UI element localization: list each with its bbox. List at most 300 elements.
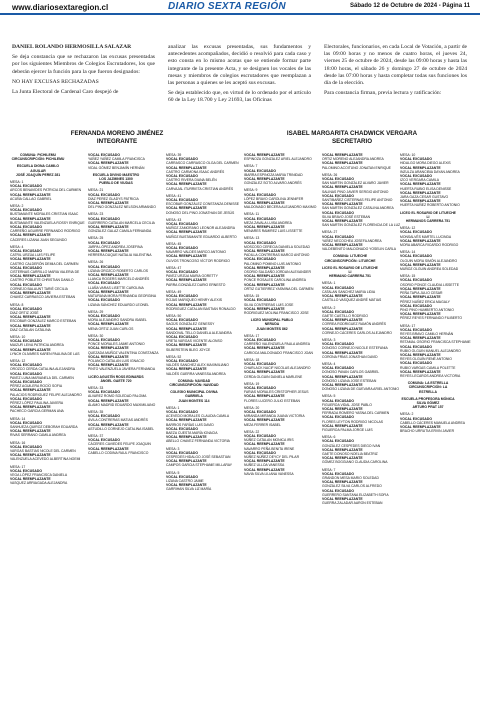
vocal-role: VOCAL EXCUSADO	[400, 254, 432, 259]
vocal-role: VOCAL EXCUSADO	[166, 474, 198, 479]
listing-line: PAVEZ URZÚA MARIA GORETTY	[166, 274, 218, 279]
vocal-role: VOCAL EXCUSADO	[322, 366, 354, 371]
vocal-role: VOCAL REEMPLAZANTE	[166, 459, 207, 464]
vocal-role: VOCAL REEMPLAZANTE	[244, 442, 285, 447]
listing-line: OLIVOS TRONCOSO VÍCTOR RODRIGO	[166, 258, 230, 263]
listing-line: MESA: 8	[10, 302, 24, 307]
listing-line: MORA ABARCA RICARDO RODRIGO	[400, 243, 459, 248]
vocal-role: VOCAL EXCUSADO	[322, 177, 354, 182]
listing-line: LIZANA SÁNCHEZ EDUARDO LEONEL	[88, 302, 150, 307]
vocal-role: VOCAL REEMPLAZANTE	[166, 230, 207, 235]
vocal-role: VOCAL EXCUSADO	[400, 361, 432, 366]
listing-line: MESA: 17	[244, 333, 260, 338]
listing-line: FERRADA ROMERO YASNA DEL CARMEN	[322, 411, 390, 416]
vocal-role: VOCAL EXCUSADO	[322, 471, 354, 476]
listing-line: ESPINOZA GONZÁLEZ ARIEL ALEJANDRO	[244, 157, 312, 162]
signatures	[12, 130, 468, 148]
listing-line: ORTIZ GUTIERREZ YASMINA DEL CARMEN	[244, 286, 314, 291]
listing-line: MOSCOSO CERECIA DANIELA SOLEDAD	[244, 244, 310, 249]
listing-line: INZULZA ARANCIBIA DAYAN ANDREA	[400, 169, 460, 174]
listing-line: MESA: 49	[166, 289, 182, 294]
vocal-role: VOCAL REEMPLAZANTE	[244, 418, 285, 423]
listing-line: OSORIO SALDAÑO JORDAN ALEXANDER	[244, 270, 311, 275]
listing-line: PEÑA TAPIA JULIO CESAR	[400, 291, 443, 296]
listing-column	[10, 153, 85, 708]
section-heading: HERMANOS CARRERA 751	[405, 219, 451, 224]
listing-line: PÉREZ REYES FERNANDO FILIBERTO	[400, 316, 463, 321]
listing-line: LIZANA OROZCO ROBERTO CARLOS	[88, 268, 148, 273]
vocal-role: VOCAL REEMPLAZANTE	[400, 312, 441, 317]
listing-line: VIDAL GÓMEZ BENJAMÍN HERNÁN	[88, 165, 145, 170]
listing-line: PINO PINO HUMBERTO ANTONIO	[400, 307, 454, 312]
vocal-role: VOCAL REEMPLAZANTE	[10, 405, 51, 410]
vocal-role: VOCAL EXCUSADO	[400, 278, 432, 283]
listing-line: CARREÑO VALENZUELA PAULA ANDREA	[244, 342, 311, 347]
listing-line: PALOMINO POMINO LUIS ANTONIO	[244, 261, 301, 266]
section-heading: JOSÉ JOAQUÍN PEREZ 281	[15, 172, 61, 177]
listing-line: LÓPEZ BRAVO CAROLINA JENNIFER	[244, 196, 304, 201]
listing-line: CERDA OLGUIN DANIELA MARLENE	[244, 374, 303, 379]
vocal-role: VOCAL EXCUSADO	[166, 157, 198, 162]
vocal-role: VOCAL EXCUSADO	[10, 249, 42, 254]
vocal-role: VOCAL REEMPLAZANTE	[400, 190, 441, 195]
listing-line: POLANCO CATALAN LUIS IGNACIO	[88, 358, 145, 363]
vocal-role: VOCAL REEMPLAZANTE	[244, 177, 285, 182]
listing-line: GAETE DONOSO NOELIA BEATRIZ	[322, 452, 378, 456]
listing-line: ACEVEDO MORALES CLAUDIA CAMILA	[166, 414, 230, 419]
listing-line: CASTRO CARMONA ISAAC ANDRÉS	[166, 169, 225, 174]
listing-line: CABELLO CODINA RAUL FRANCISCO	[88, 450, 149, 455]
listing-line: PINTO VALENZUELA JAVIERA FERNANDA	[88, 367, 156, 372]
listing-line: OLGUIN MORA SIMÓN ALEJANDRO	[400, 258, 458, 263]
vocal-role: VOCAL EXCUSADO	[88, 298, 120, 303]
listing-line: SILVA BRAVO JOSÉ ESTEBAN	[322, 214, 371, 219]
vocal-role: VOCAL REEMPLAZANTE	[244, 282, 285, 287]
vocal-role: VOCAL REEMPLAZANTE	[10, 192, 51, 197]
listing-line: SAN MARTIN GONZÁLEZ CATALINA ANDREA	[322, 206, 394, 211]
section-heading: LICEO EL ROSARIO DE LITUECHE LI	[400, 210, 456, 219]
section-heading: ESCUELA PROFESORA MÓNICA SILVA GÓMEZ	[401, 396, 455, 405]
vocal-role: VOCAL REEMPLAZANTE	[244, 153, 285, 157]
listing-line: LYNCH OLIVARES KAREN PAULINA DE LAS	[10, 351, 80, 356]
vocal-role: VOCAL EXCUSADO	[166, 270, 198, 275]
vocal-role: VOCAL REEMPLAZANTE	[322, 374, 363, 379]
listing-line: SANTIBAÑEZ CISTERNAS FELIPE ANTONIO	[322, 198, 393, 203]
listing-line: SANHUEZA QUIROZ DEBORAH EDUARDA	[10, 424, 78, 429]
section-heading: COMUNA: PICHILEMU	[20, 153, 56, 157]
listing-line: CISTERNAS CARRILLO MARIA VALERIA DE	[10, 270, 80, 275]
vocal-role: VOCAL REEMPLAZANTE	[400, 182, 441, 187]
vocal-role: VOCAL REEMPLAZANTE	[88, 161, 129, 166]
vocal-role: VOCAL EXCUSADO	[10, 379, 42, 384]
listing-line: MESA: 25	[88, 236, 104, 241]
listing-line: CÁCERES CAVIEDES FELIPE JOAQUIN	[88, 442, 151, 447]
listing-column	[166, 153, 240, 708]
listing-line: MESA: 16	[10, 440, 26, 445]
listing-line: GARRIHAN SILVA LIZ MARÍA	[166, 487, 212, 492]
listing-line: REYES BRAVO CAMILO HERNÁN	[400, 331, 454, 336]
listing-line: NAVIA SILVA LILIANA VANESSA	[244, 471, 294, 476]
listing-line: CASTRO CALDERÓN DEMIA DEL CARMEN	[10, 261, 79, 266]
listing-line: BAEZA CUESTA MARÍA IGNACIA	[166, 430, 218, 435]
vocal-role: VOCAL EXCUSADO	[166, 409, 198, 414]
vocal-role: VOCAL REEMPLAZANTE	[400, 369, 441, 374]
section-heading: COMUNA: LITUECHE	[332, 254, 368, 259]
page-header	[0, 0, 480, 14]
listing-line: DONOSO DEL PINO JONATHAN DE JESÚS	[166, 210, 235, 215]
listing-line: QUEZADA MUÑOZ VALENTINA CONSTANZA	[88, 350, 159, 355]
listing-line: VALENZUELA ACEVEDO ALBERTINA NOEMI	[10, 457, 81, 462]
vocal-role: VOCAL REEMPLAZANTE	[322, 456, 363, 461]
vocal-role: VOCAL EXCUSADO	[244, 337, 276, 342]
vocal-role: VOCAL REEMPLAZANTE	[10, 233, 51, 238]
listing-line: CABELLO CÁCERES MANUELA ANDREA	[400, 420, 466, 425]
listing-line: DONOSO LIZANA JOSE ESTEBAN	[322, 378, 377, 383]
section-heading: ESCUELA DIGNA CAMILO AGUILAR	[16, 164, 60, 173]
vocal-role: VOCAL REEMPLAZANTE	[88, 225, 129, 230]
listing-line: PONCE MORALES JAIME ANTONIO	[88, 342, 145, 347]
listing-line: SAGÜS GONZÁLEZ GENESSY	[166, 322, 215, 327]
intro-paragraph: Se deja constancia que se rechazaron las excusas presentadas por los siguientes Miembros de Colegios Escrutadores, los que deberán ejercer la función para la que fueron designados:	[12, 54, 155, 75]
listing-line: RODRIGUEZ CATALAN BASTIAN RONALDO	[166, 306, 236, 311]
vocal-role: VOCAL EXCUSADO	[88, 438, 120, 443]
listing-line: MESA: 17	[10, 464, 26, 469]
vocal-role: VOCAL EXCUSADO	[88, 390, 120, 395]
listing-line: VASQUEZ ARRIAGADA ALEJANDRA	[10, 481, 68, 486]
intro-paragraph: La Junta Electoral de Cardenal Caro despejó de	[12, 89, 119, 96]
section-heading: ÁNGEL GAETE 720	[100, 378, 132, 383]
listing-line: PONCE ROSALES CAROLINA ANDREA	[244, 278, 306, 283]
listing-line: MESA: 15	[244, 294, 260, 299]
listing-line: PALOMINO ACOITUNO JONATAN ENRIQUE	[322, 165, 391, 170]
vocal-role: VOCAL REEMPLAZANTE	[244, 274, 285, 279]
intro-paragraph: Para constancia firman, previa lectura y ratificación:	[324, 90, 442, 97]
vocal-role: VOCAL EXCUSADO	[244, 450, 276, 455]
listing-line: MALDONADO BECERA ALEJANDRO MAXIMO	[244, 205, 317, 210]
section-heading: JUAN MONTES 114	[178, 398, 210, 403]
vocal-role: VOCAL REEMPLAZANTE	[166, 165, 207, 170]
vocal-role: VOCAL REEMPLAZANTE	[88, 398, 129, 403]
listing-line: DONOSO LIZANA DE GUEVARA ARIEL ANTONIO	[322, 387, 399, 392]
vocal-role: VOCAL REEMPLAZANTE	[244, 346, 285, 351]
vocal-role: VOCAL REEMPLAZANTE	[322, 219, 363, 224]
listing-line: MESA: 6	[322, 435, 336, 440]
vocal-role: VOCAL EXCUSADO	[322, 342, 354, 347]
listing-line: VALDÉS GUERRA VANESSA ANDREA	[166, 371, 226, 376]
listing-line: REYES OLGUÍN RENÉ ANTONIO	[400, 357, 452, 362]
vocal-role: VOCAL REEMPLAZANTE	[400, 336, 441, 341]
vocal-role: VOCAL REEMPLAZANTE	[166, 418, 207, 423]
vocal-role: VOCAL REEMPLAZANTE	[244, 201, 285, 206]
listing-line: MESA: 3	[166, 446, 180, 451]
listing-line: MESA: 50	[166, 313, 182, 318]
vocal-role: VOCAL EXCUSADO	[400, 416, 432, 421]
vocal-role: VOCAL EXCUSADO	[244, 240, 276, 245]
vocal-role: VOCAL REEMPLAZANTE	[400, 165, 441, 170]
listing-line: MESA: 5	[166, 470, 180, 475]
vocal-role: VOCAL REEMPLAZANTE	[10, 429, 51, 434]
vocal-role: VOCAL EXCUSADO	[88, 337, 120, 342]
vocal-role: VOCAL REEMPLAZANTE	[166, 483, 207, 488]
vocal-role: VOCAL REEMPLAZANTE	[244, 249, 285, 254]
listing-line: SANDOVAL TELLO DANIELA ALEJANDRA	[166, 330, 232, 335]
listing-line: GUERRERO CATALAN MARCELA CECILIA	[88, 220, 155, 225]
listing-line: RODRIGUEZ MOLINA FRANCISCO JOSE	[244, 310, 309, 315]
vocal-role: VOCAL EXCUSADO	[10, 208, 42, 213]
listing-line: MESA: 52	[166, 354, 182, 359]
listing-line: MESA: 2	[10, 204, 24, 209]
listing-line: MESA: 47	[166, 265, 182, 270]
section-heading: HERMANO CARRERA 751	[329, 274, 371, 279]
listing-line: SILBERSTEIN BLEG JOYCE	[166, 347, 211, 352]
vocal-role: VOCAL REEMPLAZANTE	[10, 315, 51, 320]
listing-line: CARREÑO AGUIRRE FERNANDO RODRIGO	[10, 229, 81, 234]
listing-line: MESA: 20	[244, 405, 260, 410]
listing-line: GUERRERO SANTANA ELIZABETH SOFIA	[322, 492, 389, 497]
vocal-role: VOCAL REEMPLAZANTE	[88, 249, 129, 254]
listing-line: NAVARRO VALDES MARCO ANTONIO	[166, 250, 227, 255]
vocal-role: VOCAL EXCUSADO	[244, 216, 276, 221]
listing-line: OSORIO PONCE CLAUDIA LISSETTE	[400, 282, 459, 287]
listing-line: MORA ALEJANDRO SANDRA ISABEL	[88, 318, 147, 323]
vocal-role: VOCAL EXCUSADO	[166, 246, 198, 251]
vocal-role: VOCAL EXCUSADO	[244, 409, 276, 414]
listing-line: MESA: 4	[10, 244, 24, 249]
listing-line: MUÑOZ OLGUIN ANDREA SOLEDAD	[400, 267, 459, 272]
listing-line: CORNEJO CÁCERES CARLOS ALEJANDRO	[322, 330, 392, 335]
vocal-role: VOCAL REEMPLAZANTE	[244, 459, 285, 464]
listing-line: IZCO VERGARA CAMILA	[400, 178, 440, 183]
vocal-role: VOCAL REEMPLAZANTE	[88, 422, 129, 427]
vocal-role: VOCAL EXCUSADO	[322, 210, 354, 215]
listing-line: CAMPOS GARCIA STEPHANIE MILLARAY	[166, 463, 233, 468]
listing-line: PAVEZ LUNA MARIANELA DEL CARMEN	[10, 375, 74, 380]
listing-line: CATALAN SANCHEZ MARIA LIDIA	[322, 289, 376, 294]
listing-line: ASTUDILLO CORNEJO CATALINA ISABEL	[88, 426, 155, 431]
listing-line: MESA: 12	[400, 226, 416, 231]
listing-line: GUERRA ZALADAR AARON ESTEBAN	[322, 501, 383, 506]
vocal-role: VOCAL REEMPLAZANTE	[166, 367, 207, 372]
listing-line: CASTRO POBLETE CHRISTIAN DANILO	[10, 278, 74, 283]
vocal-role: VOCAL REEMPLAZANTE	[88, 446, 129, 451]
listing-line: CATRIL URZÚA LUIS FELIPE	[10, 253, 56, 258]
listing-line: PÉREZ AGUILERA ROCÍO SOFIA	[10, 384, 63, 389]
listing-line: ESCOBAR GONZÁLEZ MARCO ESTEBAN	[10, 319, 77, 324]
vocal-role: VOCAL EXCUSADO	[88, 192, 120, 197]
vocal-role: VOCAL EXCUSADO	[400, 157, 432, 162]
vocal-role: VOCAL EXCUSADO	[322, 488, 354, 493]
intro-paragraph: Se deja establecido que, en virtud de lo ordenado por el artículo 60 de la Ley 18.700 y Ley 21693, las Oficinas	[168, 90, 311, 104]
vocal-role: VOCAL REEMPLAZANTE	[322, 202, 363, 207]
vocal-role: VOCAL REEMPLAZANTE	[244, 394, 285, 399]
listing-line: YAÑEZ NECOCHEA JOSEFA ANDREA	[322, 238, 382, 243]
vocal-role: VOCAL EXCUSADO	[10, 371, 42, 376]
vocal-role: VOCAL REEMPLAZANTE	[88, 363, 129, 368]
listing-line: MAIZUR LEIVA PATRICIA ANDREA	[10, 343, 64, 348]
vocal-role: VOCAL EXCUSADO	[244, 385, 276, 390]
vocal-role: VOCAL EXCUSADO	[166, 450, 198, 455]
vocal-role: VOCAL EXCUSADO	[166, 222, 198, 227]
signature-left	[42, 130, 192, 145]
vocal-role: VOCAL EXCUSADO	[166, 318, 198, 323]
listing-line: MESA: 14	[10, 416, 26, 421]
intro-paragraph: analizar las excusas presentadas, sus fundamentos y antecedentes acompañados, decidió o resolvió para cada caso y esto consta en lo mismo acotas que se entiende formar parte integrante de la presente Acta, y se designen los vocales de las mesas y miembros de colegios escrutadores que reemplazan a las personas a quienes se les aceptó sus excusas.	[168, 44, 311, 87]
listing-line: MESA: 30	[88, 333, 104, 338]
vocal-role: VOCAL REEMPLAZANTE	[166, 343, 207, 348]
vocal-role: VOCAL REEMPLAZANTE	[166, 254, 207, 259]
vocal-role: VOCAL REEMPLAZANTE	[322, 243, 363, 248]
section-heading: JUAN MONTES 862	[256, 326, 288, 331]
listing-line: GÓMEZ BOGGIANO CLAUDIA CAROLINA	[322, 460, 388, 465]
listing-line: HIDALGO MORA DIEGO ALEXIS	[400, 161, 451, 166]
listing-line: MESA: 9	[244, 188, 258, 193]
listing-line: MESA: 4	[322, 361, 336, 366]
vocal-role: VOCAL EXCUSADO	[322, 398, 354, 403]
listing-line: CASTRO RIVERA DIANA BELÉN	[166, 178, 217, 183]
listing-line: MESA: 2	[322, 305, 336, 310]
vocal-role: VOCAL EXCUSADO	[322, 439, 354, 444]
vocal-role: VOCAL REEMPLAZANTE	[88, 289, 129, 294]
vocal-role: VOCAL EXCUSADO	[166, 426, 198, 431]
listing-line: NUÑEZ ULLOA VANESSA	[244, 463, 285, 468]
vocal-role: VOCAL REEMPLAZANTE	[400, 352, 441, 357]
listing-line: PALACIOS RODRIGUEZ FELIPE ALEJANDRO	[10, 392, 82, 397]
listing-line: BARRIOS FARÍAS LUIS DAVID	[166, 422, 214, 427]
section-heading: CIRCUNSCRIPCIÓN: PICHILEMU	[11, 157, 65, 162]
listing-line: MESA: 21	[88, 188, 104, 193]
listing-line: RETAMAL OSORIO FRANCISCA STEPHANIE	[400, 340, 471, 345]
listing-line: CASTILLO VASQUEZ ANDRÉ MATIAS	[322, 298, 382, 303]
listing-line: VEGA LÓPEZ FRANCISCA DANIELA	[10, 473, 68, 478]
listing-line: MENA ORTIZ JUAN CARLOS	[88, 326, 134, 331]
vocal-role: VOCAL REEMPLAZANTE	[166, 182, 207, 187]
page-date-number: Sábado 12 de Octubre de 2024 - Página 11	[350, 3, 471, 9]
listing-line: MESA: 15	[400, 274, 416, 279]
listing-line: MESA: 35	[88, 409, 104, 414]
listing-line: MESA: 2	[400, 412, 414, 417]
vocal-role: VOCAL REEMPLAZANTE	[10, 216, 51, 221]
listing-line: MUÑOZ ZAMORANO LEONOR ALEJANDRA	[166, 226, 235, 231]
listing-line: DÍAZ CATALAN CATALINA	[10, 327, 51, 332]
vocal-role: VOCAL REEMPLAZANTE	[10, 477, 51, 482]
listing-line: MESA: 5	[322, 394, 336, 399]
vocal-role: VOCAL EXCUSADO	[10, 225, 42, 230]
listing-line: SAN MARTIN GONZÁLEZ FLORENCIA DE LA LUZ	[322, 223, 401, 228]
listing-line: NÚÑEZ CATALAN MONICA IRIS	[244, 438, 294, 443]
vocal-role: VOCAL REEMPLAZANTE	[322, 350, 363, 355]
vocal-role: VOCAL REEMPLAZANTE	[166, 206, 207, 211]
signer-name: ISABEL MARGARITA CHADWICK VERGARA	[286, 130, 418, 137]
listing-line: MESA: 1	[166, 405, 180, 410]
listing-line: DONOSO CORNEJO NICOLE ESTEFANIA	[322, 346, 388, 351]
listing-line: JARA GAZA CESAR GUSTAVO	[400, 195, 449, 200]
listing-line: GONZÁLEZ GALAZ CAMILA FERNANDA	[88, 229, 152, 234]
vocal-role: VOCAL EXCUSADO	[400, 174, 432, 179]
vocal-role: VOCAL EXCUSADO	[322, 285, 354, 290]
vocal-role: VOCAL EXCUSADO	[244, 298, 276, 303]
vocal-role: VOCAL EXCUSADO	[10, 306, 42, 311]
vocal-role: VOCAL REEMPLAZANTE	[400, 199, 441, 204]
vocal-role: VOCAL EXCUSADO	[400, 327, 432, 332]
section-heading: ESCUELA DIVINO MAESTRO	[92, 172, 140, 177]
header-rule	[0, 13, 480, 15]
listing-line: SALINAS PINO JAVIER SERGIO ANTONIO	[322, 189, 389, 194]
signature-right	[262, 130, 442, 145]
vocal-role: VOCAL REEMPLAZANTE	[10, 388, 51, 393]
vocal-role: VOCAL REEMPLAZANTE	[166, 302, 207, 307]
intro-paragraph: Electorales, funcionarios, en cada Local de Votación, a partir de las 09:00 horas y no menos de cuatro horas, el jueves 24, viernes 25 de octubre de 2024, desde las 09:00 horas y hasta las 18:00 horas, el sábado 26 y domingo 27 de octubre de 2024 desde las 07:00 horas y hasta completar todas sus funciones los día de la elección.	[324, 44, 467, 87]
listing-line: MESA: 7	[244, 164, 258, 169]
listing-line: VALDEBENITO MALDONADO YOSELIN CARLA	[322, 247, 397, 252]
listing-line: MESA: 10	[400, 153, 416, 157]
listing-line: GONZÁLEZ CESPEDES DIEGO IVAN	[322, 443, 381, 448]
vocal-role: VOCAL REEMPLAZANTE	[166, 326, 207, 331]
signer-name: FERNANDA MORENO JIMÉNEZ	[70, 130, 164, 137]
vocal-role: VOCAL EXCUSADO	[10, 265, 42, 270]
listing-line: MUÑOZ BUSTAMANTE EDUARDO ALBERTO	[166, 234, 237, 239]
listing-column	[322, 153, 401, 708]
listing-line: FIGUEROA PALMA JORGE LUIS	[322, 427, 373, 432]
vocal-role: VOCAL EXCUSADO	[88, 240, 120, 245]
listing-line: MESA: 27	[322, 230, 338, 235]
vocal-role: VOCAL EXCUSADO	[322, 234, 354, 239]
vocal-role: VOCAL EXCUSADO	[322, 309, 354, 314]
listing-line: GONZÁLEZ SILVA CARLOS ALFREDO	[322, 484, 382, 489]
listing-line: HUERTA NUÑEZ ROBERTO ANTONIO	[400, 203, 460, 208]
vocal-role: VOCAL EXCUSADO	[88, 264, 120, 269]
listing-line: OROZCO CERDA CATALINA ALEJANDRA	[10, 367, 76, 372]
section-heading: CIRCUNSCRIPCIÓN: LA ESTRELLA	[408, 385, 448, 394]
listing-line: BUSTAMANTE VALENZUELA ROSSY ENRIQUE	[10, 220, 85, 225]
listing-line: CHAVEZ CARRASCO JAVIERA ESTEBAN	[10, 295, 76, 300]
listing-line: CORONA FRÍAS JONATHAN DAVID	[322, 354, 378, 359]
intro-column-2	[168, 44, 311, 108]
listing-line: LIZANA CASTRO JAIME	[166, 479, 204, 484]
listing-line: LLAÑA VARAS LISETTE CAROLINA	[88, 285, 144, 290]
listing-column	[88, 153, 159, 708]
vocal-role: VOCAL EXCUSADO	[166, 358, 198, 363]
listing-line: DONOSO PAVAN CARLOS GABRIEL	[322, 370, 380, 375]
vocal-role: VOCAL REEMPLAZANTE	[88, 346, 129, 351]
listing-line: CESPEDES HIDALGO JOSÉ SEBASTIAN	[166, 455, 231, 459]
listing-line: CARRASCO CARRASCO OLGA DEL CARMEN	[166, 161, 239, 166]
vocal-role: VOCAL EXCUSADO	[166, 174, 198, 179]
listing-line: ESCOBAR GONZÁLEZ CONSTANZA DENISSE	[166, 202, 240, 207]
vocal-role: VOCAL REEMPLAZANTE	[244, 225, 285, 230]
vocal-role: VOCAL EXCUSADO	[244, 168, 276, 173]
listing-line: RIVAS SERRANO CAMILA ANDREA	[10, 433, 66, 438]
listing-line: YAÑEZ YAÑEZ CAMILA FRANCISCA	[88, 157, 145, 162]
listing-line: ÁLAMO MADRID EDUARDO MAXIMILIANO	[88, 402, 156, 407]
vocal-role: VOCAL EXCUSADO	[322, 193, 354, 198]
vocal-role: VOCAL REEMPLAZANTE	[88, 322, 129, 327]
listing-line: RUBIO VARGAS CAMILA POLETTE	[400, 365, 456, 370]
listing-line: ALVAREZ ROMO SOLEDAD PALOMA	[88, 394, 147, 399]
section-heading: LICEO AGUSTÍN ROSS EDWARDS	[88, 374, 144, 379]
listing-line: DÍAZ PEREZ GLADYS PATRICIA	[88, 196, 139, 201]
listing-column	[244, 153, 317, 708]
vocal-role: VOCAL EXCUSADO	[10, 339, 42, 344]
listing-line: MESA: 19	[244, 381, 260, 386]
vocal-role: VOCAL REEMPLAZANTE	[10, 323, 51, 328]
vocal-role: VOCAL REEMPLAZANTE	[322, 153, 363, 157]
vocal-role: VOCAL REEMPLAZANTE	[88, 201, 129, 206]
listing-line: MONSALVÉS MARTEL LUCINDA	[400, 234, 452, 239]
listing-line: NÚÑEZ NÚÑEZ DEYCY DEL PILAR	[244, 455, 300, 459]
listing-line: VALDÉS SANCHEZ ALEX MAXIMILIANO	[166, 363, 229, 368]
section-heading: ARTURO PRAT 157	[412, 405, 444, 410]
listing-line: FLORES LEYTON RODRIGO NICOLAS	[322, 419, 383, 424]
